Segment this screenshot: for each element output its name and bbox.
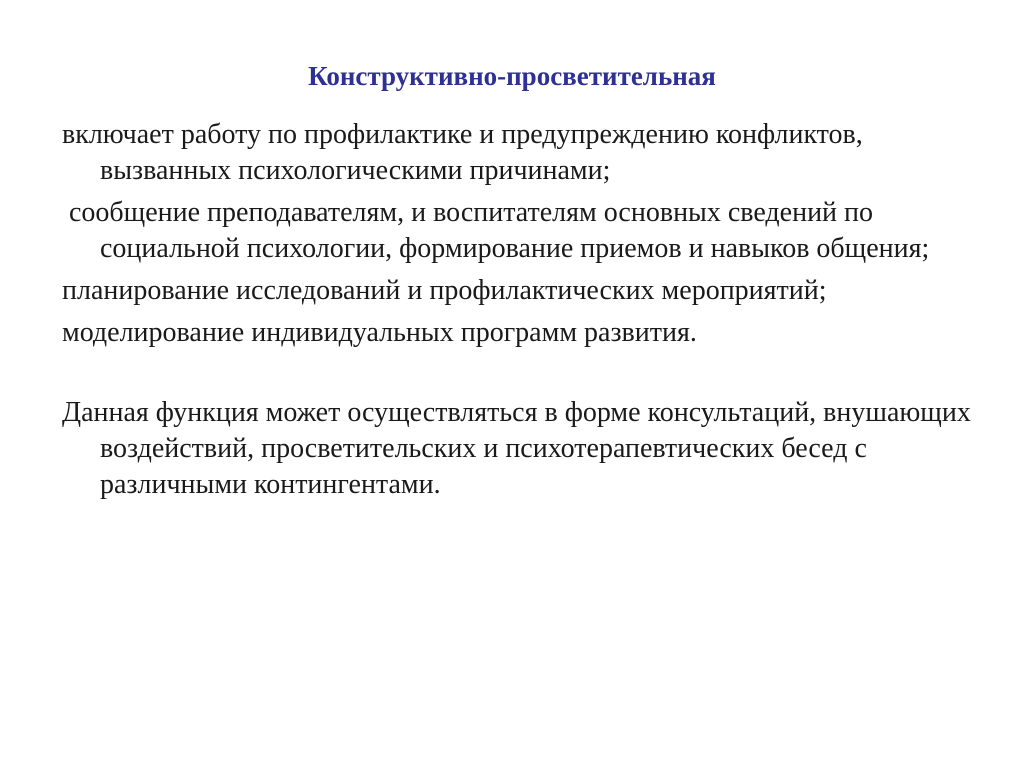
paragraph-prevention: включает работу по профилактике и предупреждению конфликтов, вызванных психологическими причинами; xyxy=(62,119,863,186)
paragraph-function-forms: Данная функция может осуществляться в форме консультаций, внушающих воздействий, просветительских и психотерапевтических бесед с различными контингентами. xyxy=(62,397,971,500)
paragraph-research-planning: планирование исследований и профилактических мероприятий; xyxy=(62,275,827,306)
slide-title: Конструктивно-просветительная xyxy=(308,61,716,91)
paragraph-development-programs: моделирование индивидуальных программ развития. xyxy=(62,317,697,348)
paragraph-teacher-info: сообщение преподавателям, и воспитателям основных сведений по социальной психологии, формирование приемов и навыков общения; xyxy=(62,197,930,264)
slide-body xyxy=(62,117,982,509)
